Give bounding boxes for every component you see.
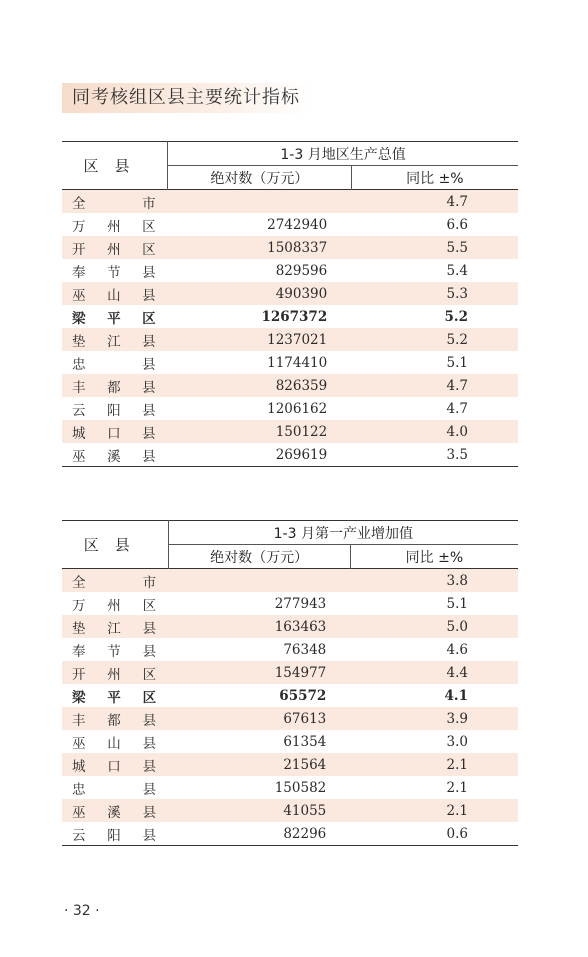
region-char: 区 bbox=[142, 689, 157, 706]
region-cell bbox=[62, 684, 168, 707]
region-char: 县 bbox=[142, 735, 157, 752]
page-title: 同考核组区县主要统计指标 bbox=[72, 87, 300, 108]
abs-value-cell: 1508337 bbox=[168, 236, 352, 259]
region-char: 梁 bbox=[72, 689, 86, 706]
table-row bbox=[62, 397, 518, 420]
pct-value-cell: 5.2 bbox=[351, 328, 518, 351]
region-char: 市 bbox=[142, 574, 157, 591]
page-number: · 32 · bbox=[64, 903, 100, 919]
region-cell bbox=[62, 259, 168, 282]
region-cell bbox=[62, 661, 168, 684]
region-char: 县 bbox=[142, 620, 157, 637]
abs-value-cell: 490390 bbox=[168, 282, 352, 305]
region-char: 巫 bbox=[72, 735, 86, 752]
table-row bbox=[62, 638, 518, 661]
region-char: 平 bbox=[107, 689, 121, 706]
table-row bbox=[62, 443, 518, 467]
region-cell bbox=[62, 443, 168, 467]
abs-value-cell bbox=[168, 569, 350, 593]
pct-value-cell: 5.3 bbox=[351, 282, 518, 305]
pct-value-cell: 4.7 bbox=[351, 190, 518, 214]
abs-header: 绝对数（万元） bbox=[168, 166, 352, 190]
abs-value-cell: 21564 bbox=[168, 753, 350, 776]
pct-value-cell: 5.2 bbox=[444, 308, 468, 325]
table-row bbox=[62, 799, 518, 822]
table-row bbox=[62, 730, 518, 753]
primary-industry-table bbox=[62, 520, 518, 846]
table-row bbox=[62, 282, 518, 305]
table-row bbox=[62, 822, 518, 846]
pct-value-cell: 5.1 bbox=[446, 354, 468, 371]
region-char: 巫 bbox=[72, 448, 86, 465]
gdp-table-body bbox=[62, 190, 518, 467]
region-char: 区 bbox=[142, 218, 156, 235]
pct-value-cell: 6.6 bbox=[446, 216, 468, 233]
region-cell bbox=[62, 236, 168, 259]
pct-value-cell: 4.1 bbox=[444, 687, 468, 704]
region-char: 忠 bbox=[72, 356, 86, 373]
region-char: 万 bbox=[72, 597, 86, 614]
region-char: 县 bbox=[142, 448, 156, 465]
region-char: 县 bbox=[142, 425, 156, 442]
region-char: 节 bbox=[107, 643, 121, 660]
abs-value-cell: 150582 bbox=[274, 779, 327, 796]
region-char: 县 bbox=[142, 287, 156, 304]
primary-industry-table-body bbox=[62, 569, 518, 846]
pct-value-cell: 5.5 bbox=[351, 236, 518, 259]
abs-value-cell: 829596 bbox=[275, 262, 328, 279]
region-char: 丰 bbox=[72, 379, 86, 396]
table-row bbox=[62, 592, 518, 615]
abs-value-cell: 150122 bbox=[168, 420, 352, 443]
region-char: 州 bbox=[107, 597, 121, 614]
region-cell bbox=[62, 213, 168, 236]
region-cell bbox=[62, 374, 168, 397]
table-row bbox=[62, 615, 518, 638]
table-row bbox=[62, 707, 518, 730]
region-cell bbox=[62, 776, 168, 799]
abs-header: 绝对数（万元） bbox=[168, 545, 350, 569]
region-header: 区县 bbox=[62, 521, 168, 569]
abs-value-cell: 1174410 bbox=[267, 354, 328, 371]
region-char: 山 bbox=[107, 287, 121, 304]
region-cell bbox=[62, 707, 168, 730]
region-char: 全 bbox=[72, 195, 86, 212]
region-char: 州 bbox=[107, 666, 121, 683]
table-row bbox=[62, 259, 518, 282]
abs-value-cell: 826359 bbox=[168, 374, 352, 397]
region-char: 市 bbox=[142, 195, 156, 212]
table-row bbox=[62, 776, 518, 799]
region-char: 县 bbox=[142, 264, 156, 281]
region-char: 溪 bbox=[107, 804, 121, 821]
abs-value-cell: 76348 bbox=[283, 641, 327, 658]
abs-value-cell: 67613 bbox=[168, 707, 350, 730]
abs-value-cell: 41055 bbox=[168, 799, 350, 822]
region-cell bbox=[62, 638, 168, 661]
pct-value-cell: 3.9 bbox=[350, 707, 518, 730]
pct-value-cell: 4.7 bbox=[351, 374, 518, 397]
table-row bbox=[62, 305, 518, 328]
abs-value-cell: 1206162 bbox=[267, 400, 328, 417]
region-char: 口 bbox=[107, 425, 121, 442]
region-char: 全 bbox=[72, 574, 86, 591]
pct-value-cell: 4.4 bbox=[350, 661, 518, 684]
table-row bbox=[62, 236, 518, 259]
region-char: 区 bbox=[142, 666, 157, 683]
table-row bbox=[62, 753, 518, 776]
table-row bbox=[62, 190, 518, 214]
region-char: 江 bbox=[107, 620, 121, 637]
pct-value-cell: 5.1 bbox=[446, 595, 468, 612]
region-char: 梁 bbox=[72, 310, 86, 327]
pct-value-cell: 4.0 bbox=[351, 420, 518, 443]
region-char: 云 bbox=[72, 827, 86, 844]
table-row bbox=[62, 420, 518, 443]
abs-value-cell: 269619 bbox=[275, 446, 328, 463]
pct-header: 同比 ±% bbox=[406, 170, 464, 187]
region-char: 忠 bbox=[72, 781, 86, 798]
abs-value-cell: 2742940 bbox=[267, 216, 328, 233]
region-char: 云 bbox=[72, 402, 86, 419]
region-char: 阳 bbox=[107, 827, 121, 844]
region-char: 口 bbox=[107, 758, 121, 775]
pct-value-cell: 3.8 bbox=[350, 569, 518, 593]
region-char: 县 bbox=[142, 356, 156, 373]
pct-header: 同比 ±% bbox=[405, 549, 464, 566]
table-row bbox=[62, 661, 518, 684]
region-char: 区 bbox=[142, 310, 156, 327]
table-row bbox=[62, 569, 518, 593]
pct-value-cell: 4.7 bbox=[446, 400, 468, 417]
abs-value-cell: 65572 bbox=[279, 687, 327, 704]
region-cell bbox=[62, 615, 168, 638]
gdp-group-header: 1-3 月地区生产总值 bbox=[168, 142, 518, 166]
region-char: 阳 bbox=[107, 402, 121, 419]
region-char: 丰 bbox=[72, 712, 86, 729]
region-char: 县 bbox=[142, 827, 157, 844]
abs-value-cell: 163463 bbox=[168, 615, 350, 638]
region-cell bbox=[62, 328, 168, 351]
region-cell bbox=[62, 351, 168, 374]
region-char: 巫 bbox=[72, 804, 86, 821]
region-char: 奉 bbox=[72, 643, 86, 660]
region-char: 城 bbox=[72, 758, 86, 775]
region-char: 县 bbox=[142, 333, 156, 350]
pct-value-cell: 3.5 bbox=[446, 446, 468, 463]
region-cell bbox=[62, 397, 168, 420]
region-char: 县 bbox=[142, 402, 156, 419]
region-cell bbox=[62, 282, 168, 305]
region-char: 都 bbox=[107, 712, 121, 729]
region-char: 奉 bbox=[72, 264, 86, 281]
region-cell bbox=[62, 822, 168, 846]
pct-value-cell: 2.1 bbox=[350, 799, 518, 822]
region-char: 江 bbox=[107, 333, 121, 350]
primary-industry-group-header: 1-3 月第一产业增加值 bbox=[168, 521, 518, 545]
region-cell bbox=[62, 190, 168, 214]
region-char: 州 bbox=[107, 241, 121, 258]
region-char: 万 bbox=[72, 218, 86, 235]
abs-value-cell: 154977 bbox=[168, 661, 350, 684]
region-char: 溪 bbox=[107, 448, 121, 465]
region-char: 垫 bbox=[72, 333, 86, 350]
region-cell bbox=[62, 569, 168, 593]
table-row bbox=[62, 328, 518, 351]
region-cell bbox=[62, 730, 168, 753]
gdp-table bbox=[62, 141, 518, 467]
region-cell bbox=[62, 305, 168, 328]
region-char: 都 bbox=[107, 379, 121, 396]
pct-value-cell: 4.6 bbox=[446, 641, 468, 658]
region-char: 县 bbox=[142, 758, 157, 775]
region-cell bbox=[62, 799, 168, 822]
region-char: 区 bbox=[142, 241, 156, 258]
region-char: 垫 bbox=[72, 620, 86, 637]
table-row bbox=[62, 351, 518, 374]
region-char: 山 bbox=[107, 735, 121, 752]
region-header: 区县 bbox=[62, 142, 168, 190]
region-char: 开 bbox=[72, 666, 86, 683]
region-char: 开 bbox=[72, 241, 86, 258]
region-char: 节 bbox=[107, 264, 121, 281]
pct-value-cell: 5.4 bbox=[446, 262, 468, 279]
abs-value-cell: 82296 bbox=[283, 825, 327, 842]
region-cell bbox=[62, 592, 168, 615]
region-char: 县 bbox=[142, 804, 157, 821]
abs-value-cell: 1237021 bbox=[168, 328, 352, 351]
pct-value-cell: 5.0 bbox=[350, 615, 518, 638]
region-char: 平 bbox=[107, 310, 121, 327]
pct-value-cell: 0.6 bbox=[446, 825, 468, 842]
table-row bbox=[62, 374, 518, 397]
region-char: 城 bbox=[72, 425, 86, 442]
table-row bbox=[62, 684, 518, 707]
pct-value-cell: 2.1 bbox=[350, 753, 518, 776]
region-char: 州 bbox=[107, 218, 121, 235]
region-char: 县 bbox=[142, 781, 157, 798]
abs-value-cell: 1267372 bbox=[261, 308, 328, 325]
pct-value-cell: 2.1 bbox=[446, 779, 468, 796]
table-row bbox=[62, 213, 518, 236]
abs-value-cell bbox=[168, 190, 352, 214]
region-char: 县 bbox=[142, 712, 157, 729]
region-char: 区 bbox=[142, 597, 157, 614]
region-char: 巫 bbox=[72, 287, 86, 304]
pct-value-cell: 3.0 bbox=[446, 733, 468, 750]
region-cell bbox=[62, 420, 168, 443]
region-char: 县 bbox=[142, 379, 156, 396]
abs-value-cell: 277943 bbox=[274, 595, 327, 612]
abs-value-cell: 61354 bbox=[283, 733, 327, 750]
region-char: 县 bbox=[142, 643, 157, 660]
region-cell bbox=[62, 753, 168, 776]
